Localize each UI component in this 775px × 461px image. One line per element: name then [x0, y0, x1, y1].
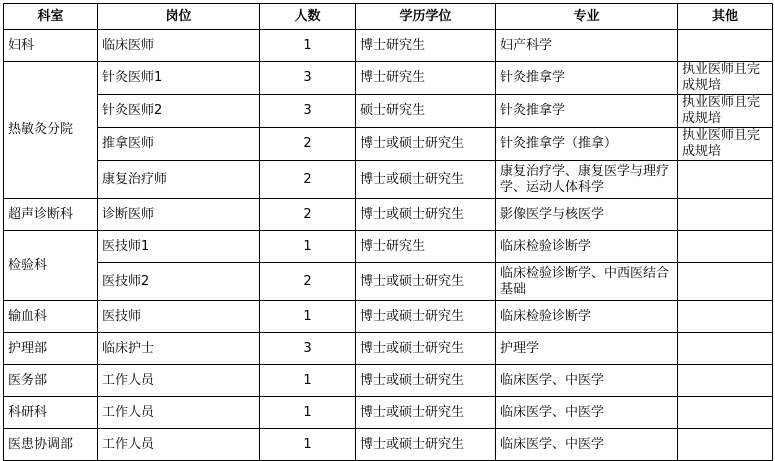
cell-major: 临床检验诊断学	[496, 301, 678, 333]
cell-count: 1	[260, 301, 356, 333]
cell-major: 康复治疗学、康复医学与理疗学、运动人体科学	[496, 161, 678, 199]
cell-count: 3	[260, 95, 356, 128]
cell-post: 针灸医师2	[98, 95, 260, 128]
cell-major: 妇产科学	[496, 30, 678, 62]
cell-post: 医技师2	[98, 263, 260, 301]
cell-major: 影像医学与核医学	[496, 199, 678, 231]
cell-count: 1	[260, 397, 356, 429]
cell-count: 1	[260, 429, 356, 461]
table-row	[4, 161, 773, 199]
cell-degree: 博士或硕士研究生	[356, 128, 496, 161]
cell-degree: 博士研究生	[356, 30, 496, 62]
cell-dept: 妇科	[4, 30, 98, 62]
cell-other	[678, 397, 773, 429]
cell-post: 医技师	[98, 301, 260, 333]
cell-count: 1	[260, 30, 356, 62]
cell-major: 针灸推拿学（推拿）	[496, 128, 678, 161]
cell-major: 临床医学、中医学	[496, 429, 678, 461]
cell-post: 诊断医师	[98, 199, 260, 231]
cell-dept: 超声诊断科	[4, 199, 98, 231]
cell-major: 针灸推拿学	[496, 95, 678, 128]
cell-degree: 博士或硕士研究生	[356, 161, 496, 199]
cell-other	[678, 161, 773, 199]
cell-major: 临床检验诊断学、中西医结合基础	[496, 263, 678, 301]
cell-post: 康复治疗师	[98, 161, 260, 199]
cell-degree: 博士或硕士研究生	[356, 333, 496, 365]
cell-post: 工作人员	[98, 429, 260, 461]
cell-major: 临床检验诊断学	[496, 231, 678, 263]
header-dept: 科室	[4, 4, 98, 30]
cell-dept: 检验科	[4, 231, 98, 301]
table-row	[4, 62, 773, 95]
cell-major: 针灸推拿学	[496, 62, 678, 95]
cell-other	[678, 231, 773, 263]
cell-dept: 护理部	[4, 333, 98, 365]
cell-count: 2	[260, 199, 356, 231]
cell-count: 3	[260, 333, 356, 365]
table-row	[4, 128, 773, 161]
header-post: 岗位	[98, 4, 260, 30]
table-row	[4, 333, 773, 365]
cell-other	[678, 429, 773, 461]
table-row	[4, 397, 773, 429]
table-row	[4, 365, 773, 397]
cell-degree: 博士或硕士研究生	[356, 263, 496, 301]
cell-dept: 医患协调部	[4, 429, 98, 461]
recruitment-table	[3, 3, 773, 461]
cell-major: 临床医学、中医学	[496, 365, 678, 397]
cell-post: 工作人员	[98, 365, 260, 397]
table-row	[4, 95, 773, 128]
header-row	[4, 4, 773, 30]
cell-other: 执业医师且完成规培	[678, 95, 773, 128]
cell-other	[678, 263, 773, 301]
table-row	[4, 263, 773, 301]
cell-count: 2	[260, 128, 356, 161]
header-degree: 学历学位	[356, 4, 496, 30]
cell-dept: 输血科	[4, 301, 98, 333]
table-row	[4, 30, 773, 62]
cell-other	[678, 30, 773, 62]
cell-major: 护理学	[496, 333, 678, 365]
cell-degree: 博士或硕士研究生	[356, 429, 496, 461]
cell-major: 临床医学、中医学	[496, 397, 678, 429]
cell-other: 执业医师且完成规培	[678, 62, 773, 95]
cell-post: 临床护士	[98, 333, 260, 365]
cell-post: 推拿医师	[98, 128, 260, 161]
cell-degree: 博士或硕士研究生	[356, 199, 496, 231]
cell-count: 2	[260, 263, 356, 301]
cell-other	[678, 333, 773, 365]
cell-other: 执业医师且完成规培	[678, 128, 773, 161]
cell-other	[678, 365, 773, 397]
cell-post: 医技师1	[98, 231, 260, 263]
cell-other	[678, 199, 773, 231]
cell-post: 工作人员	[98, 397, 260, 429]
cell-count: 3	[260, 62, 356, 95]
cell-post: 临床医师	[98, 30, 260, 62]
cell-degree: 硕士研究生	[356, 95, 496, 128]
cell-degree: 博士或硕士研究生	[356, 365, 496, 397]
cell-degree: 博士研究生	[356, 62, 496, 95]
cell-degree: 博士研究生	[356, 231, 496, 263]
cell-dept: 热敏灸分院	[4, 62, 98, 199]
cell-dept: 医务部	[4, 365, 98, 397]
cell-other	[678, 301, 773, 333]
cell-degree: 博士或硕士研究生	[356, 397, 496, 429]
header-major: 专业	[496, 4, 678, 30]
cell-post: 针灸医师1	[98, 62, 260, 95]
header-other: 其他	[678, 4, 773, 30]
cell-dept: 科研科	[4, 397, 98, 429]
table-row	[4, 231, 773, 263]
table-row	[4, 301, 773, 333]
table-row	[4, 199, 773, 231]
cell-count: 2	[260, 161, 356, 199]
cell-count: 1	[260, 231, 356, 263]
cell-degree: 博士或硕士研究生	[356, 301, 496, 333]
header-count: 人数	[260, 4, 356, 30]
cell-count: 1	[260, 365, 356, 397]
table-row	[4, 429, 773, 461]
